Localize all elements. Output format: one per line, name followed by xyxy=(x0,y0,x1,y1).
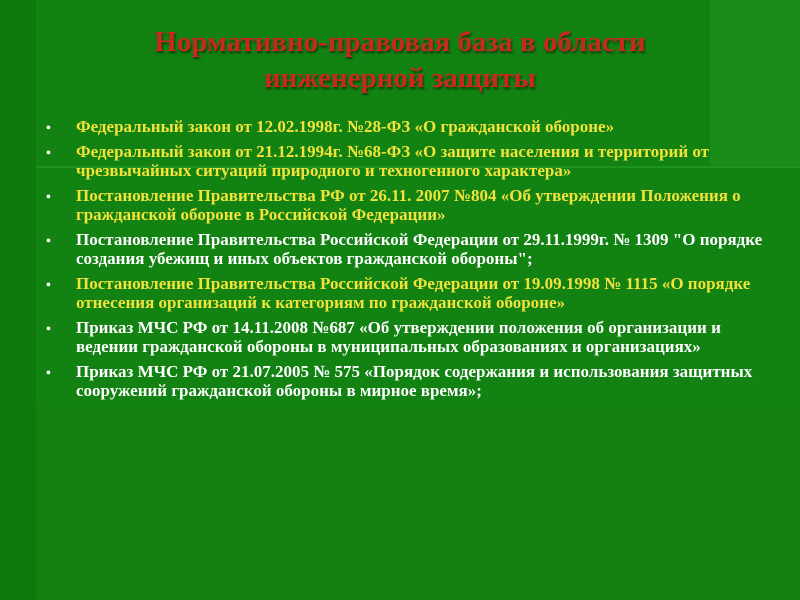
bullet-icon: • xyxy=(46,121,51,136)
bullet-item xyxy=(44,318,764,356)
bullet-item xyxy=(44,230,764,268)
bullet-icon: • xyxy=(46,278,51,293)
bullet-item xyxy=(44,362,764,400)
bullet-text: Приказ МЧС РФ от 21.07.2005 № 575 «Порядок содержания и использования защитных сооружений гражданской обороны в мирное время»; xyxy=(76,362,753,400)
bullet-item xyxy=(44,274,764,312)
slide-title xyxy=(40,24,760,96)
bullet-icon: • xyxy=(46,366,51,381)
bullet-item xyxy=(44,142,764,180)
bullet-text: Приказ МЧС РФ от 14.11.2008 №687 «Об утверждении положения об организации и ведении гражданской обороны в муниципальных образованиях и организациях» xyxy=(76,318,721,356)
title-line-1: Нормативно-правовая база в области xyxy=(154,26,646,58)
bullet-text: Постановление Правительства РФ от 26.11. 2007 №804 «Об утверждении Положения о гражданской обороне в Российской Федерации» xyxy=(76,186,741,224)
bullet-item xyxy=(44,186,764,224)
bullet-item xyxy=(44,117,764,136)
bullet-list xyxy=(44,117,764,406)
bullet-icon: • xyxy=(46,190,51,205)
bullet-icon: • xyxy=(46,322,51,337)
bullet-icon: • xyxy=(46,146,51,161)
bullet-text: Постановление Правительства Российской Федерации от 29.11.1999г. № 1309 "О порядке создания убежищ и иных объектов гражданской обороны"; xyxy=(76,230,763,268)
title-line-2: инженерной защиты xyxy=(263,62,537,94)
bullet-icon: • xyxy=(46,234,51,249)
bullet-text: Федеральный закон от 21.12.1994г. №68-ФЗ «О защите населения и территорий от чрезвычайных ситуаций природного и техногенного характера» xyxy=(76,142,710,180)
bullet-text: Федеральный закон от 12.02.1998г. №28-ФЗ «О гражданской обороне» xyxy=(76,117,615,136)
bullet-text: Постановление Правительства Российской Федерации от 19.09.1998 № 1115 «О порядке отнесения организаций к категориям по гражданской обороне» xyxy=(76,274,751,312)
